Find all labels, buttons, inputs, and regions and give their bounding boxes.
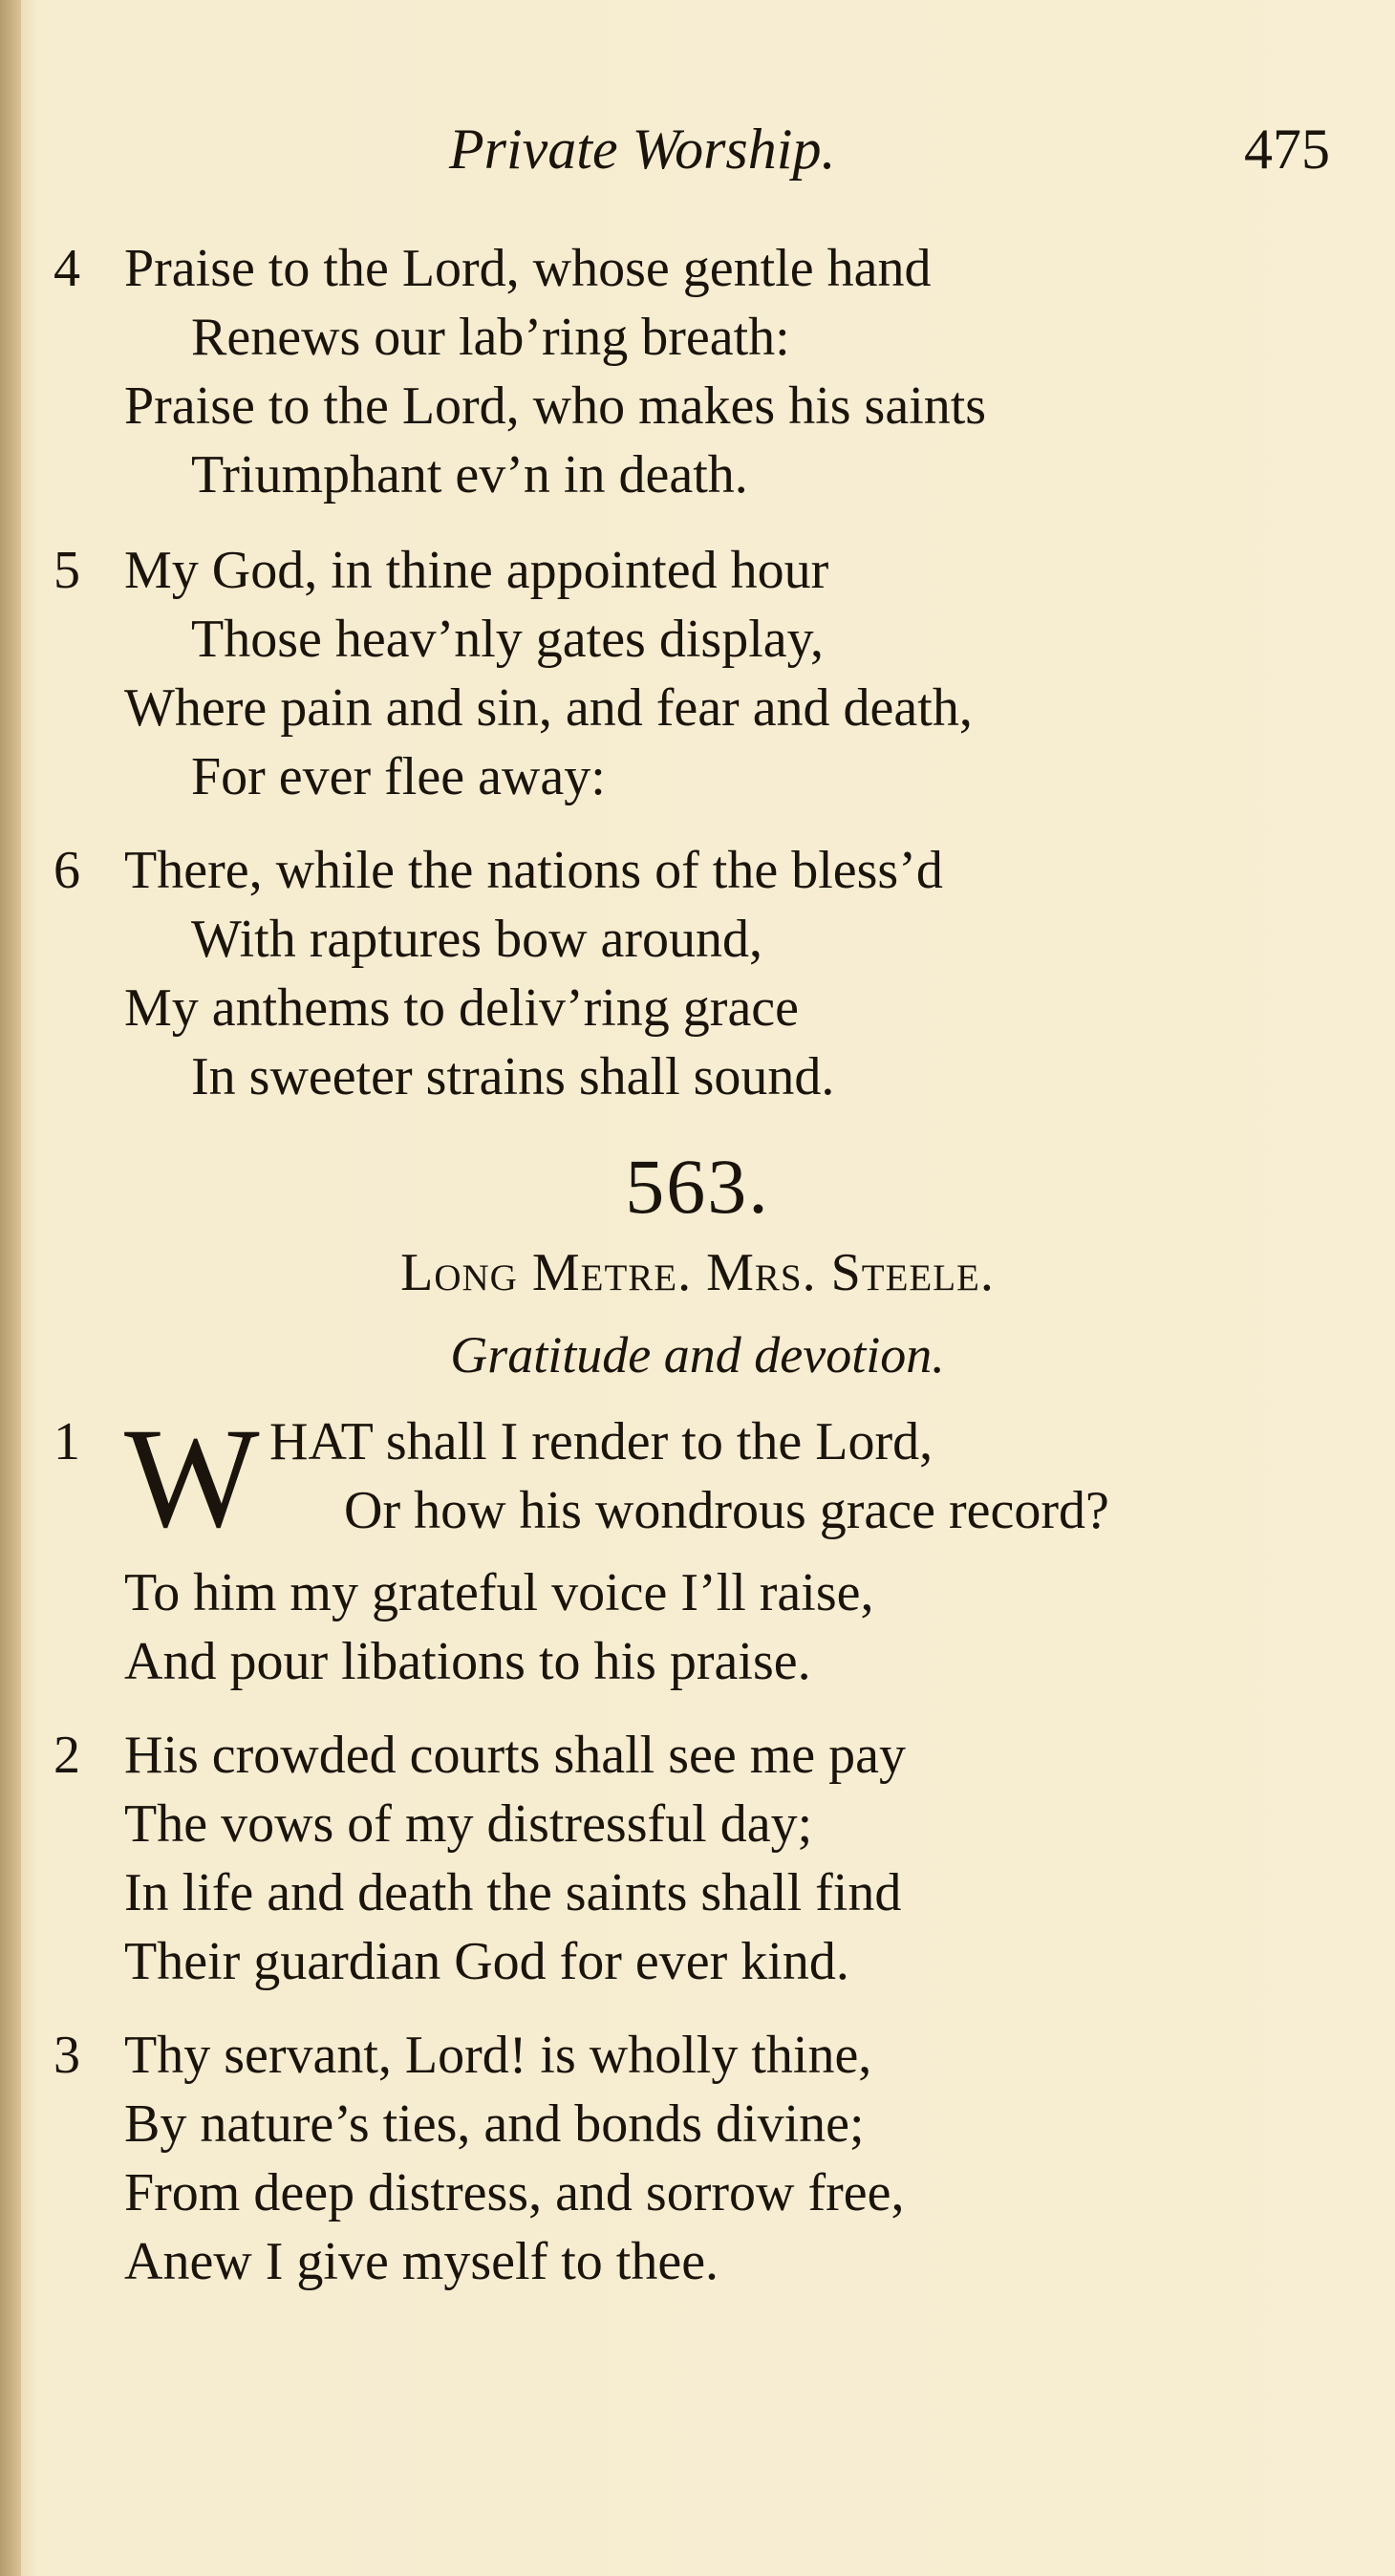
verse-text: His crowded courts shall see me pay	[124, 1726, 906, 1785]
verse-text: HAT shall I render to the Lord,	[269, 1412, 934, 1471]
verse-text: In sweeter strains shall sound.	[191, 1047, 835, 1106]
verse-text: With raptures bow around,	[191, 910, 763, 969]
verse-text: To him my grateful voice I’ll raise,	[124, 1563, 874, 1622]
verse-text: Those heav’nly gates display,	[191, 610, 824, 669]
verse-text: And pour libations to his praise.	[124, 1632, 811, 1691]
hymn-subject: Gratitude and devotion.	[450, 1326, 945, 1384]
verse-text: My anthems to deliv’ring grace	[124, 978, 800, 1038]
verse-text: Renews our lab’ring breath:	[191, 308, 790, 367]
drop-cap-letter: W	[124, 1399, 260, 1557]
verse-number: 3	[54, 2026, 80, 2085]
verse-number: 4	[54, 239, 80, 298]
verse-text: By nature’s ties, and bonds divine;	[124, 2094, 865, 2154]
verse-text: Triumphant ev’n in death.	[191, 445, 748, 504]
verse-text: From deep distress, and sorrow free,	[124, 2163, 905, 2222]
hymn-number: 563.	[625, 1143, 770, 1230]
verse-text: Thy servant, Lord! is wholly thine,	[124, 2026, 872, 2085]
verse-text: For ever flee away:	[191, 747, 606, 806]
verse-text: Their guardian God for ever kind.	[124, 1932, 849, 1991]
verse-number: 2	[54, 1726, 80, 1785]
running-title: Private Worship.	[449, 118, 836, 181]
verse-text: Anew I give myself to thee.	[124, 2232, 719, 2291]
verse-text: Where pain and sin, and fear and death,	[124, 678, 973, 738]
verse-text: There, while the nations of the bless’d	[124, 841, 943, 900]
verse-text: In life and death the saints shall find	[124, 1863, 902, 1922]
verse-text: Or how his wondrous grace record?	[344, 1481, 1109, 1540]
verse-text: Praise to the Lord, whose gentle hand	[124, 239, 932, 298]
verse-number: 6	[54, 841, 80, 900]
hymn-metre-author: Long Metre. Mrs. Steele.	[400, 1243, 995, 1302]
verse-number: 1	[54, 1412, 80, 1471]
verse-text: Praise to the Lord, who makes his saints	[124, 376, 987, 436]
verse-text: My God, in thine appointed hour	[124, 541, 829, 600]
page-header	[0, 117, 1395, 193]
verse-text: The vows of my distressful day;	[124, 1794, 813, 1854]
verse-number: 5	[54, 541, 80, 600]
page-number: 475	[1244, 118, 1330, 181]
